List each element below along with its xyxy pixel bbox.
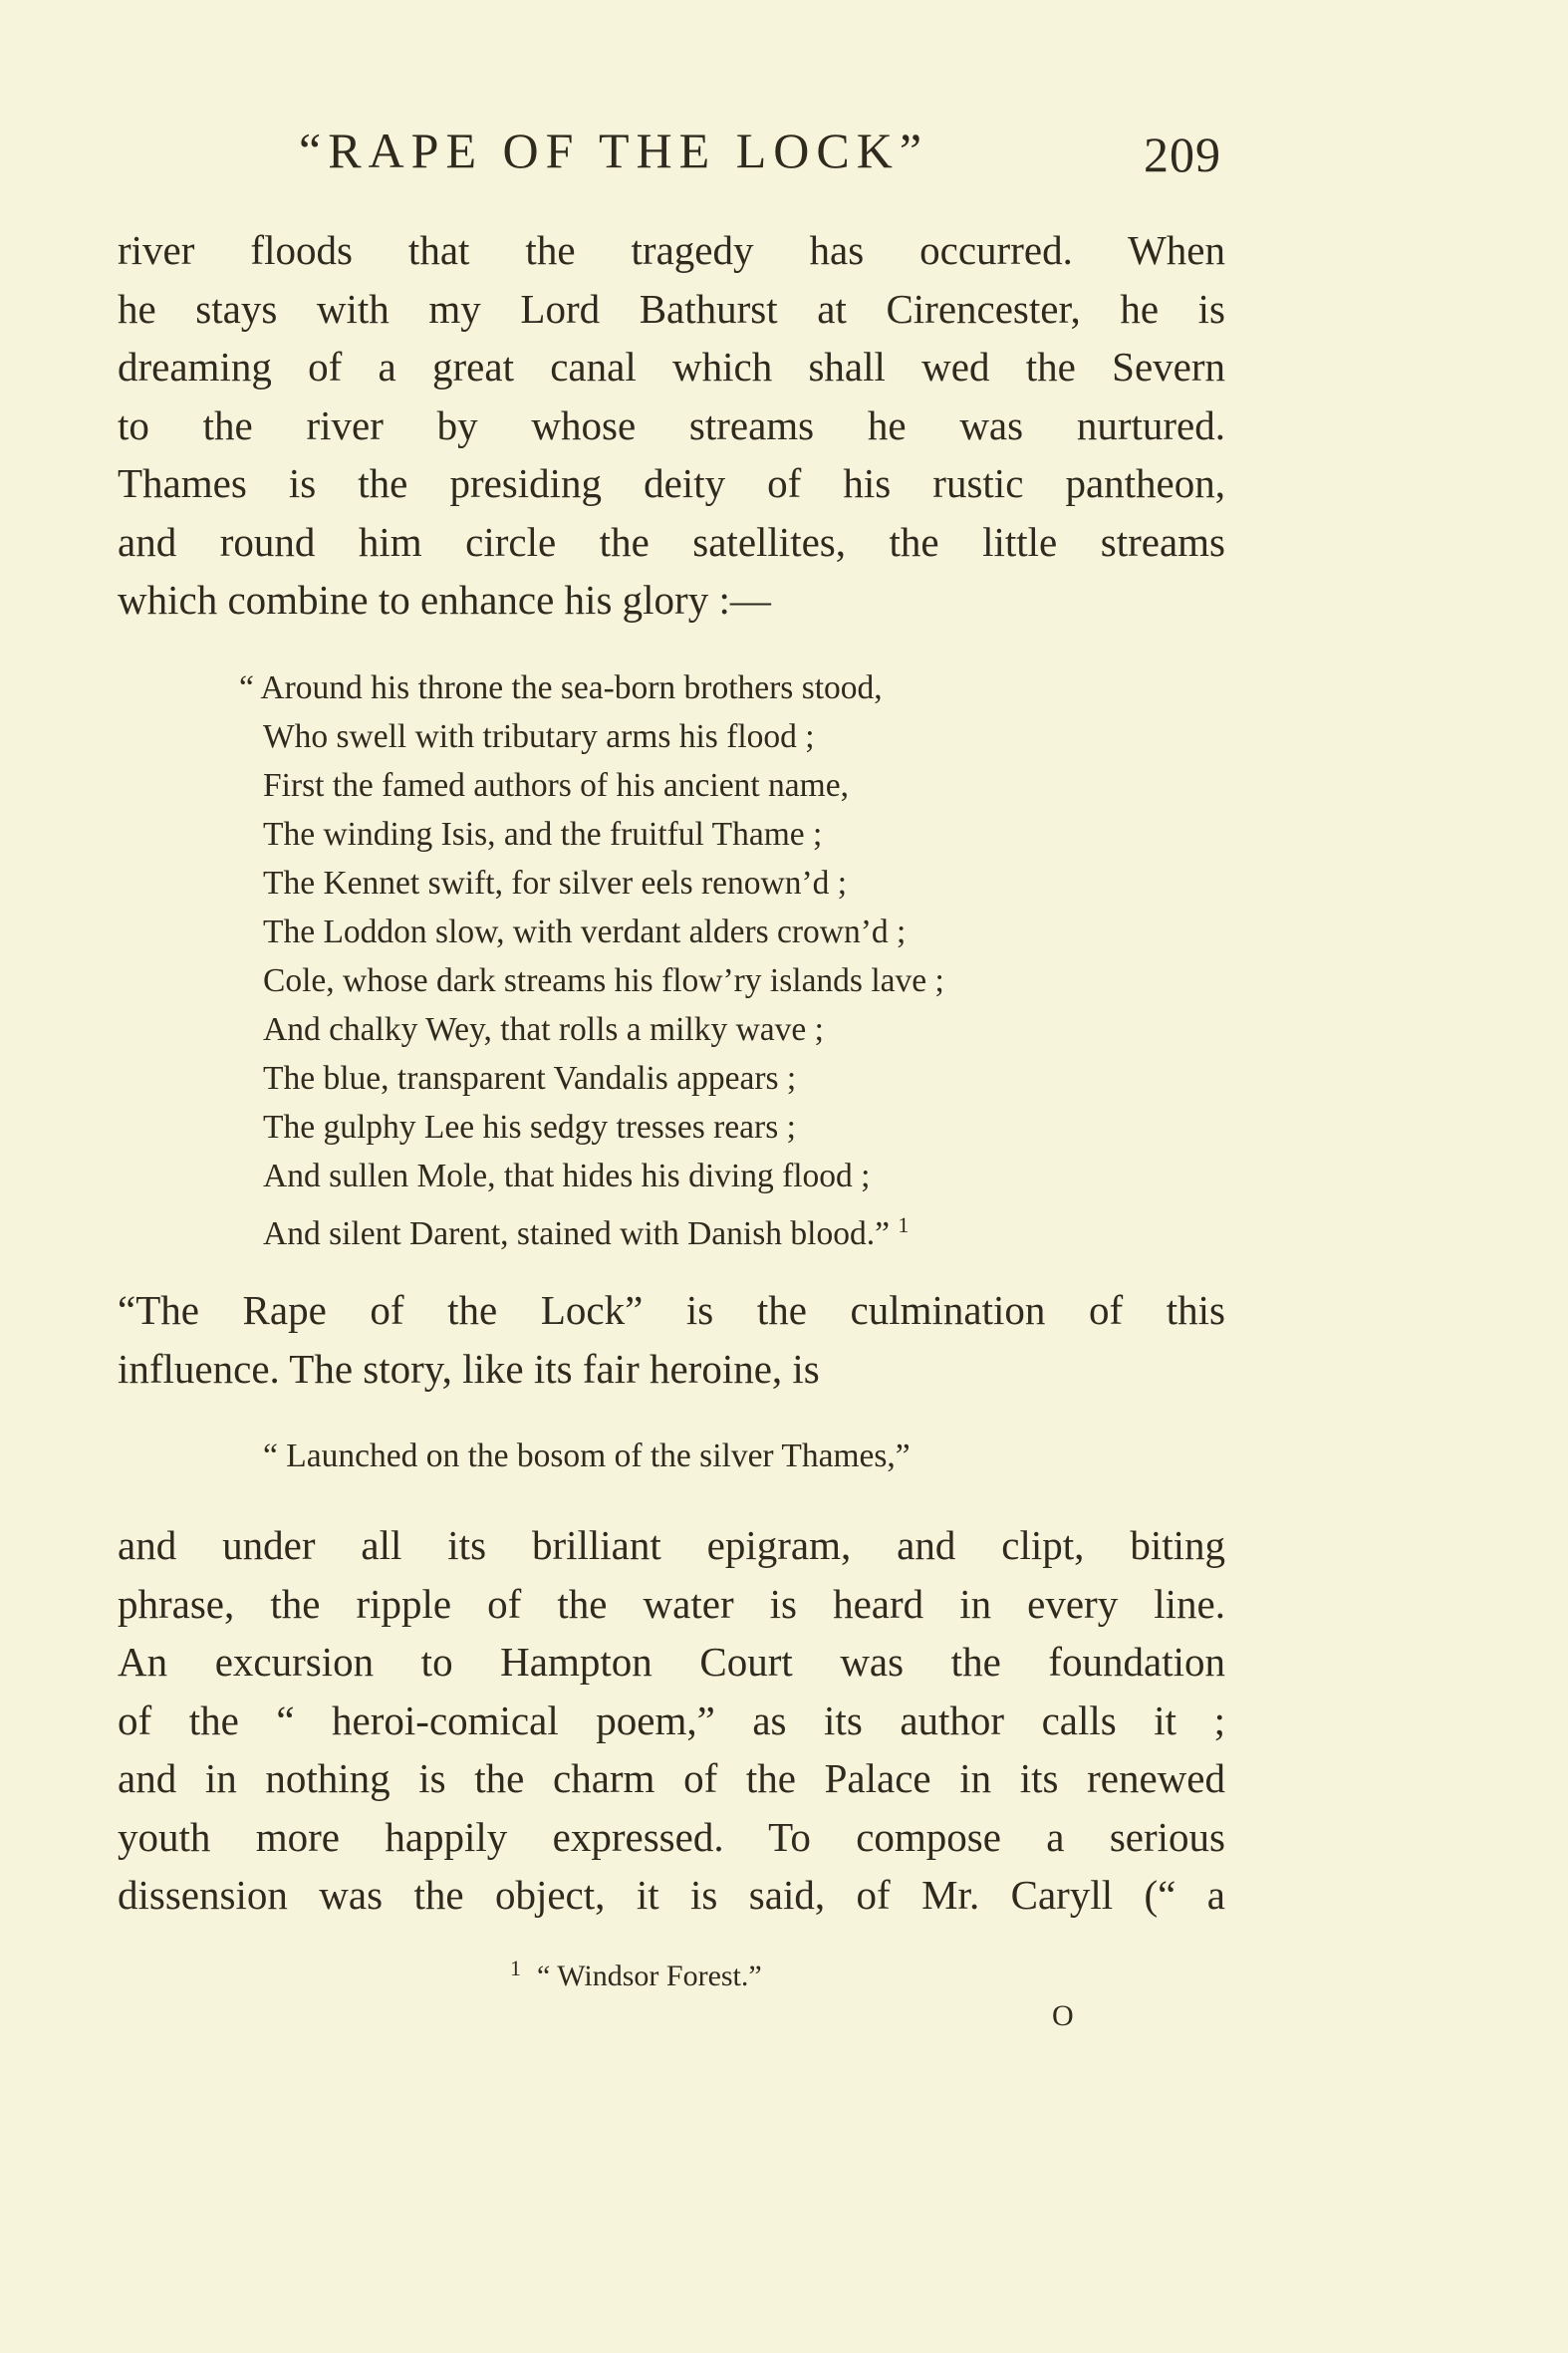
text-line: dreaming of a great canal which shall wed the Severn xyxy=(118,344,1225,390)
verse-line: First the famed authors of his ancient name, xyxy=(263,767,849,804)
footnote-text: “ Windsor Forest.” xyxy=(537,1960,762,1992)
text-line: An excursion to Hampton Court was the foundation xyxy=(118,1639,1225,1685)
text-line: to the river by whose streams he was nurtured. xyxy=(118,401,1225,448)
running-title: “RAPE OF THE LOCK” xyxy=(299,123,929,178)
text-line: youth more happily expressed. To compose a serious xyxy=(118,1813,1225,1860)
text-line: and round him circle the satellites, the little streams xyxy=(118,518,1225,565)
verse-quotation xyxy=(239,663,944,1252)
signature-mark: O xyxy=(1052,1999,1074,2032)
verse-line: The gulphy Lee his sedgy tresses rears ; xyxy=(263,1109,796,1146)
text-line: he stays with my Lord Bathurst at Cirencester, he is xyxy=(118,285,1225,332)
page-number: 209 xyxy=(1144,127,1221,182)
text-line: influence. The story, like its fair heroine, is xyxy=(118,1345,820,1392)
verse-line: And chalky Wey, that rolls a milky wave ; xyxy=(263,1011,824,1048)
verse-line: The blue, transparent Vandalis appears ; xyxy=(263,1060,797,1097)
verse-line: The Loddon slow, with verdant alders crown’d ; xyxy=(263,914,907,950)
paragraph-1 xyxy=(118,221,1225,630)
text-line: dissension was the object, it is said, of Mr. Caryll (“ a xyxy=(118,1872,1225,1918)
text-line: Thames is the presiding deity of his rustic pantheon, xyxy=(118,460,1225,506)
verse-line: Who swell with tributary arms his flood ; xyxy=(263,718,815,755)
paragraph-2 xyxy=(118,1281,1225,1398)
text-line: and in nothing is the charm of the Palace in its renewed xyxy=(118,1755,1225,1801)
text-line: of the “ heroi-comical poem,” as its author calls it ; xyxy=(118,1697,1225,1743)
verse-line: “ Around his throne the sea-born brothers stood, xyxy=(239,669,883,706)
verse-line-last xyxy=(239,1200,944,1252)
text-line: phrase, the ripple of the water is heard in every line. xyxy=(118,1580,1225,1627)
text-line: which combine to enhance his glory :— xyxy=(118,577,771,623)
text-line: “The Rape of the Lock” is the culmination of this xyxy=(118,1287,1225,1333)
footnote-reference: 1 xyxy=(898,1212,910,1237)
text-line: river floods that the tragedy has occurred. When xyxy=(118,227,1225,273)
quoted-line: “ Launched on the bosom of the silver Thames,” xyxy=(263,1438,911,1474)
paragraph-3 xyxy=(118,1516,1225,1925)
text-line: and under all its brilliant epigram, and clipt, biting xyxy=(118,1522,1225,1568)
footnote-mark: 1 xyxy=(510,1956,521,1980)
footnote xyxy=(510,1947,762,1998)
verse-line: And sullen Mole, that hides his diving flood ; xyxy=(263,1158,871,1194)
verse-line-text: And silent Darent, stained with Danish blood.” xyxy=(263,1215,890,1252)
verse-line: The Kennet swift, for silver eels renown’d ; xyxy=(263,865,848,902)
verse-line: Cole, whose dark streams his flow’ry islands lave ; xyxy=(263,962,944,999)
verse-line: The winding Isis, and the fruitful Thame ; xyxy=(263,816,823,853)
